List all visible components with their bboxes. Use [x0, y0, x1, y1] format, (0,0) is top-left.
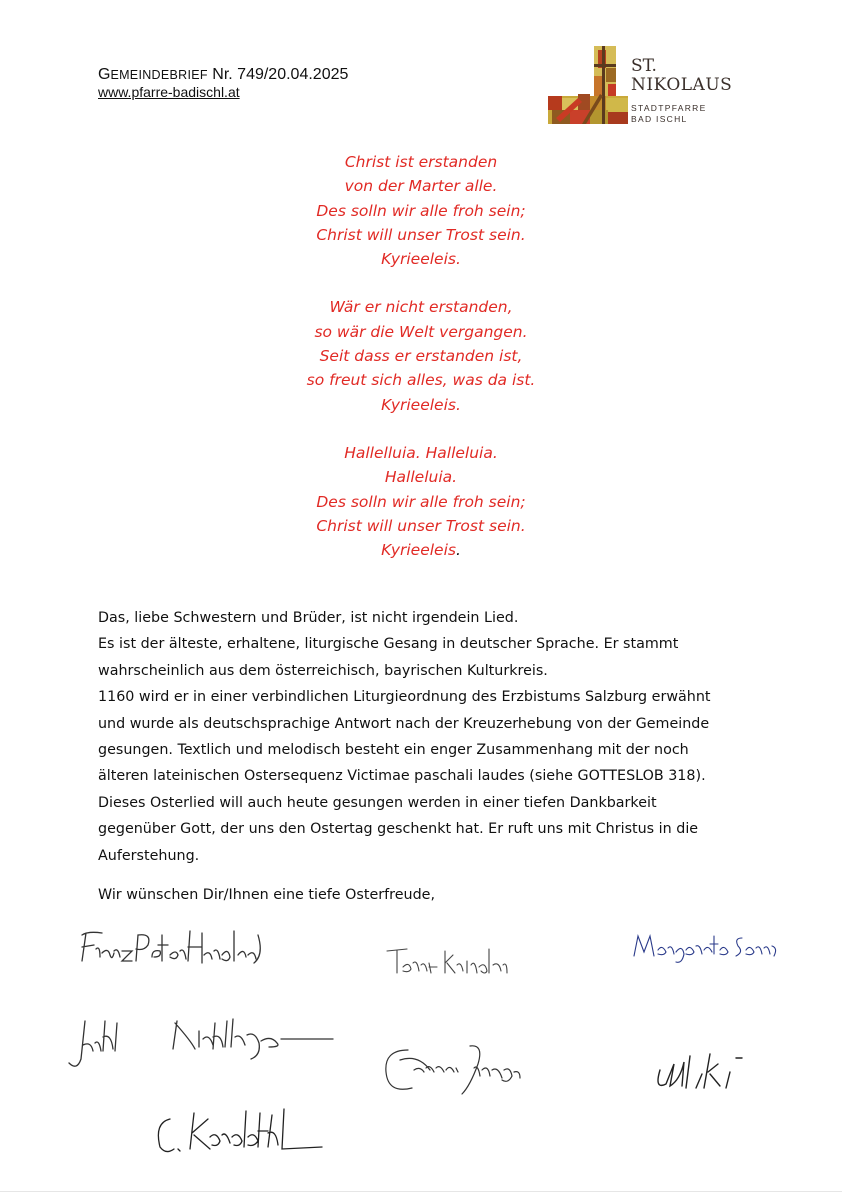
hymn-line: Kyrieeleis.	[381, 250, 461, 269]
hymn-line: Seit dass er erstanden ist,	[319, 347, 523, 366]
easter-hymn	[0, 150, 842, 586]
hymn-line: Christ will unser Trost sein.	[316, 225, 526, 244]
body-line: gesungen. Textlich und melodisch besteht ein enger Zusammenhang mit der noch	[98, 742, 689, 759]
hymn-line: von der Marter alle.	[344, 177, 498, 196]
body-line: Das, liebe Schwestern und Brüder, ist nicht irgendein Lied.	[98, 610, 519, 626]
signature-teresa	[385, 945, 510, 980]
mosaic-cross-icon	[548, 46, 628, 124]
body-line: und wurde als deutschsprachige Antwort nach der Kreuzerhebung von der Gemeinde	[98, 715, 710, 732]
body-line: älteren lateinischen Ostersequenz Victimae paschali laudes (siehe GOTTESLOB 318).	[98, 768, 706, 785]
body-line: Auferstehung.	[98, 847, 200, 864]
signature-c-kanaletl	[150, 1105, 330, 1160]
hymn-line: so freut sich alles, was da ist.	[306, 371, 536, 390]
letter-header	[98, 66, 348, 101]
greeting-line: Wir wünschen Dir/Ihnen eine tiefe Osterfreude,	[98, 887, 435, 903]
signature-franz-peter	[78, 925, 268, 975]
hymn-stanza-1	[0, 150, 842, 271]
hymn-line: Kyrieeleis.	[381, 395, 461, 414]
hymn-line: Halleluia.	[384, 468, 458, 487]
hymn-line: Des solln wir alle froh sein;	[316, 492, 526, 511]
hymn-line: Des solln wir alle froh sein;	[316, 201, 526, 220]
website-link[interactable]: www.pfarre-badischl.at	[98, 84, 240, 100]
newsletter-title: GEMEINDEBRIEF Nr. 749/20.04.2025	[98, 66, 349, 83]
logo-line-st: ST.	[631, 56, 657, 76]
parish-logo	[548, 46, 738, 126]
signature-michael-nichtlinger	[65, 1015, 335, 1075]
hymn-line: Hallelluia. Halleluia.	[344, 443, 498, 462]
logo-line-stadtpfarre: STADTPFARRE	[631, 103, 707, 113]
hymn-line: Christ ist erstanden	[344, 153, 498, 171]
logo-line-nikolaus: NIKOLAUS	[631, 75, 733, 95]
body-line: Es ist der älteste, erhaltene, liturgische Gesang in deutscher Sprache. Er stammt	[98, 636, 679, 653]
body-line: 1160 wird er in einer verbindlichen Liturgieordnung des Erzbistums Salzburg erwähnt	[98, 689, 711, 706]
hymn-line-final: Kyrieeleis.	[381, 541, 461, 560]
logo-line-bad-ischl: BAD ISCHL	[631, 114, 688, 124]
body-line: wahrscheinlich aus dem österreichisch, bayrischen Kulturkreis.	[98, 662, 548, 679]
signature-christian	[378, 1040, 523, 1100]
hymn-stanza-3	[0, 441, 842, 562]
hymn-line: so wär die Welt vergangen.	[314, 322, 528, 341]
body-line: Dieses Osterlied will auch heute gesungen werden in einer tiefen Dankbarkeit	[98, 794, 657, 811]
hymn-stanza-2	[0, 295, 842, 416]
hymn-line: Christ will unser Trost sein.	[316, 516, 526, 535]
signature-margarete-sams	[630, 930, 780, 965]
page-bottom-divider	[0, 1191, 842, 1192]
body-line: gegenüber Gott, der uns den Ostertag geschenkt hat. Er ruft uns mit Christus in die	[98, 821, 699, 838]
hymn-line: Wär er nicht erstanden,	[329, 298, 513, 317]
letter-body	[98, 605, 758, 869]
signature-ulf	[652, 1050, 762, 1095]
